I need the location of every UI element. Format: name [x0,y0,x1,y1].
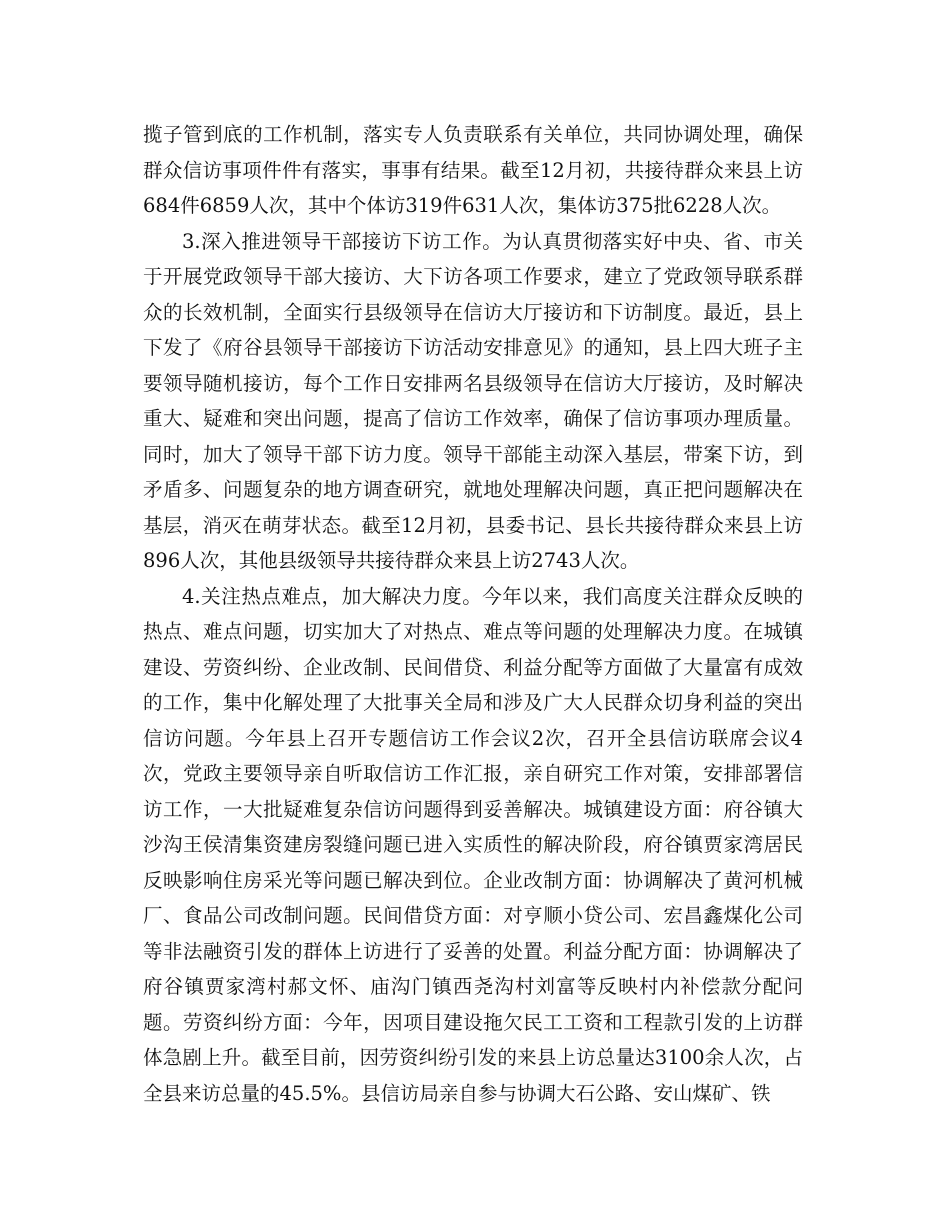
document-body [143,117,803,1111]
paragraph-continuation: 揽子管到底的工作机制，落实专人负责联系有关单位，共同协调处理，确保群众信访事项件件有落实，事事有结果。截至12月初，共接待群众来县上访684件6859人次，其中个体访319件631人次，集体访375批6228人次。 [143,123,803,217]
paragraph-section-4: 4.关注热点难点，加大解决力度。今年以来，我们高度关注群众反映的热点、难点问题，切实加大了对热点、难点等问题的处理解决力度。在城镇建设、劳资纠纷、企业改制、民间借贷、利益分配等方面做了大量富有成效的工作，集中化解处理了大批事关全局和涉及广大人民群众切身利益的突出信访问题。今年县上召开专题信访工作会议2次，召开全县信访联席会议4次，党政主要领导亲自听取信访工作汇报，亲自研究工作对策，安排部署信访工作，一大批疑难复杂信访问题得到妥善解决。城镇建设方面：府谷镇大沙沟王侯清集资建房裂缝问题已进入实质性的解决阶段，府谷镇贾家湾居民反映影响住房采光等问题已解决到位。企业改制方面：协调解决了黄河机械厂、食品公司改制问题。民间借贷方面：对亨顺小贷公司、宏昌鑫煤化公司等非法融资引发的群体上访进行了妥善的处置。利益分配方面：协调解决了府谷镇贾家湾村郝文怀、庙沟门镇西尧沟村刘富等反映村内补偿款分配问题。劳资纠纷方面：今年，因项目建设拖欠民工工资和工程款引发的上访群体急剧上升。截至目前，因劳资纠纷引发的来县上访总量达3100余人次，占全县来访总量的45.5%。县信访局亲自参与协调大石公路、安山煤矿、铁 [143,584,803,1105]
paragraph-section-3: 3.深入推进领导干部接访下访工作。为认真贯彻落实好中央、省、市关于开展党政领导干部大接访、大下访各项工作要求，建立了党政领导联系群众的长效机制，全面实行县级领导在信访大厅接访和下访制度。最近，县上下发了《府谷县领导干部接访下访活动安排意见》的通知，县上四大班子主要领导随机接访，每个工作日安排两名县级领导在信访大厅接访，及时解决重大、疑难和突出问题，提高了信访工作效率，确保了信访事项办理质量。同时，加大了领导干部下访力度。领导干部能主动深入基层，带案下访，到矛盾多、问题复杂的地方调查研究，就地处理解决问题，真正把问题解决在基层，消灭在萌芽状态。截至12月初，县委书记、县长共接待群众来县上访896人次，其他县级领导共接待群众来县上访2743人次。 [143,229,803,572]
